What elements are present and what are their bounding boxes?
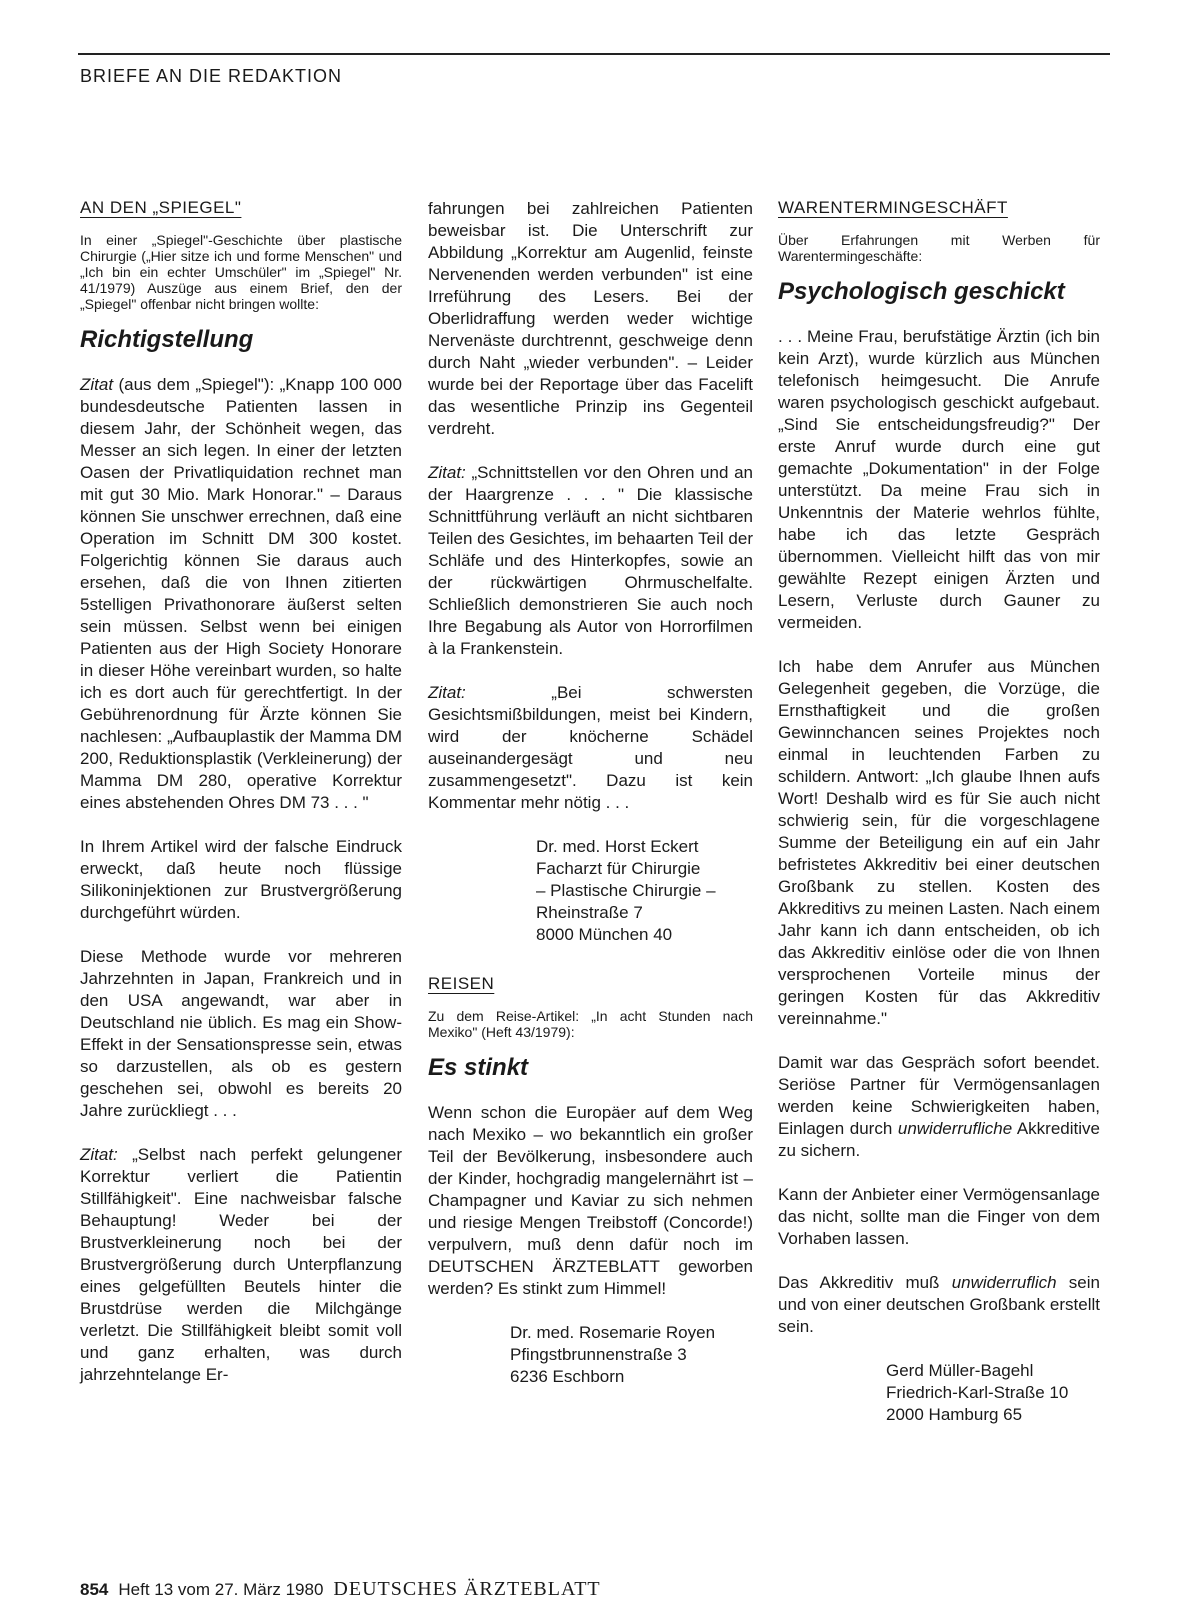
signature-royen	[510, 1322, 753, 1388]
paragraph-text: Das Akkreditiv muß	[778, 1273, 952, 1292]
kicker-warentermingeschaeft: WARENTERMINGESCHÄFT	[778, 198, 1008, 217]
signature-line: Dr. med. Horst Eckert	[536, 837, 699, 856]
paragraph	[428, 682, 753, 814]
signature-line: Gerd Müller-Bagehl	[886, 1361, 1034, 1380]
column-2	[428, 198, 753, 1416]
paragraph-text: sein und von einer deutschen Großbank erstellt sein.	[778, 1273, 1100, 1336]
article-title-es-stinkt: Es stinkt	[428, 1054, 529, 1081]
paragraph	[80, 374, 402, 814]
paragraph-text: Damit war das Gespräch sofort beendet. Seriöse Partner für Vermögensanlagen werden keine Schwierigkeiten haben, Einlagen durch	[778, 1053, 1100, 1138]
article-title-richtigstellung: Richtigstellung	[80, 326, 254, 353]
magazine-name: DEUTSCHES ÄRZTEBLATT	[333, 1578, 601, 1600]
intro-spiegel: In einer „Spiegel"-Geschichte über plastische Chirurgie („Hier sitze ich und forme Menschen" und „Ich bin ein echter Umschüler" im „Spiegel" Nr. 41/1979) Auszüge aus einem Brief, den der „Spiegel" offenbar nicht bringen wollte:	[80, 232, 402, 312]
article-title-psychologisch-geschickt: Psychologisch geschickt	[778, 278, 1065, 305]
signature-eckert	[536, 836, 753, 946]
issue-info: Heft 13 vom 27. März 1980	[118, 1580, 324, 1599]
signature-mueller-bagehl	[886, 1360, 1100, 1426]
page-number: 854	[80, 1580, 109, 1599]
page-footer	[80, 1578, 601, 1601]
quote-lead: Zitat:	[80, 1145, 118, 1164]
paragraph: Diese Methode wurde vor mehreren Jahrzehnten in Japan, Frankreich und in den USA angewandt, war aber in Deutschland nie üblich. Es mag ein Show-Effekt in der Sensationspresse sein, etwas so darzustellen, als ob es gestern geschehen sei, obwohl es bereits 20 Jahre zurückliegt . . .	[80, 947, 402, 1120]
emphasis: unwiderruflich	[951, 1273, 1057, 1292]
paragraph	[80, 1144, 402, 1386]
signature-line: – Plastische Chirurgie –	[536, 881, 716, 900]
top-rule	[78, 53, 1110, 55]
kicker-reisen: REISEN	[428, 974, 495, 993]
emphasis: unwiderrufliche	[897, 1119, 1013, 1138]
signature-line: Rheinstraße 7	[536, 903, 643, 922]
intro-warentermingeschaeft: Über Erfahrungen mit Werben für Warentermingeschäfte:	[778, 232, 1100, 264]
intro-reisen: Zu dem Reise-Artikel: „In acht Stunden nach Mexiko" (Heft 43/1979):	[428, 1008, 753, 1040]
signature-line: Friedrich-Karl-Straße 10	[886, 1383, 1069, 1402]
paragraph: fahrungen bei zahlreichen Patienten beweisbar ist. Die Unterschrift zur Abbildung „Korrektur am Augenlid, feinste Nervenenden werden verbunden" ist eine Irreführung des Lesers. Bei der Oberlidraffung werden weder wichtige Nervenäste durchtrennt, geschweige denn durch Naht „wieder verbunden". – Leider wurde bei der Reportage über das Facelift das wesentliche Prinzip ins Gegenteil verdreht.	[428, 199, 753, 438]
paragraph-text: „Selbst nach perfekt gelungener Korrektur verliert die Patientin Stillfähigkeit". Eine nachweisbar falsche Behauptung! Weder bei der Brustverkleinerung noch bei der Brustvergrößerung durch Unterpflanzung eines gelgefüllten Beutels hinter die Brustdrüse werden die Milchgänge verletzt. Die Stillfähigkeit bleibt somit voll und ganz erhalten, was durch jahrzehntelange Er-	[80, 1145, 402, 1384]
paragraph	[778, 1052, 1100, 1162]
signature-line: 6236 Eschborn	[510, 1367, 625, 1386]
signature-line: Pfingstbrunnenstraße 3	[510, 1345, 687, 1364]
signature-line: Dr. med. Rosemarie Royen	[510, 1323, 716, 1342]
paragraph: . . . Meine Frau, berufstätige Ärztin (ich bin kein Arzt), wurde kürzlich aus München telefonisch heimgesucht. Die Anrufe waren psychologisch geschickt aufgebaut. „Sind Sie entscheidungsfreudig?" Der erste Anruf wurde durch eine gut gemachte „Dokumentation" in der Folge unterstützt. Da meine Frau sich in Unkenntnis der Materie wehrlos fühlte, habe ich das letzte Gespräch übernommen. Vielleicht hilft das von mir gewählte Rezept einigen Ärzten und Lesern, Verluste durch Gauner zu vermeiden.	[778, 327, 1100, 632]
paragraph	[428, 462, 753, 660]
paragraph: Kann der Anbieter einer Vermögensanlage das nicht, sollte man die Finger von dem Vorhaben lassen.	[778, 1185, 1100, 1248]
quote-lead: Zitat	[80, 375, 114, 394]
paragraph-text: (aus dem „Spiegel"): „Knapp 100 000 bundesdeutsche Patienten lassen in diesem Jahr, der Schönheit wegen, das Messer an sich legen. In einer der letzten Oasen der Privatliquidation rechnet man mit gut 30 Mio. Mark Honorar." – Daraus können Sie unschwer errechnen, daß eine Operation im Schnitt DM 300 kostet. Folgerichtig können Sie daraus auch ersehen, daß die von Ihnen zitierten 5stelligen Privathonorare äußerst selten sein müssen. Selbst wenn bei einigen Patienten aus der High Society Honorare in dieser Höhe vereinbart wurden, so halte ich es dort auch für gerechtfertigt. In der Gebührenordnung für Ärzte können Sie nachlesen: „Aufbauplastik der Mamma DM 200, Reduktionsplastik (Verkleinerung) der Mamma DM 280, operative Korrektur eines abstehenden Ohres DM 73 . . . "	[80, 375, 402, 812]
signature-line: 2000 Hamburg 65	[886, 1405, 1023, 1424]
quote-lead: Zitat:	[428, 683, 466, 702]
paragraph: In Ihrem Artikel wird der falsche Eindruck erweckt, daß heute noch flüssige Silikoninjektionen zur Brustvergrößerung durchgeführt würden.	[80, 837, 402, 922]
paragraph-text: Akkreditive zu sichern.	[778, 1119, 1100, 1160]
column-3	[778, 198, 1100, 1454]
section-header: BRIEFE AN DIE REDAKTION	[80, 66, 343, 86]
paragraph: Wenn schon die Europäer auf dem Weg nach Mexiko – wo bekanntlich ein großer Teil der Bevölkerung, insbesondere auch der Kinder, hochgradig mangelernährt ist – Champagner und Kaviar zu sich nehmen und riesige Mengen Treibstoff (Concorde!) verpulvern, muß denn dafür noch im DEUTSCHEN ÄRZTEBLATT geworben werden? Es stinkt zum Himmel!	[428, 1103, 753, 1298]
paragraph-text: „Bei schwersten Gesichtsmißbildungen, meist bei Kindern, wird der knöcherne Schädel auseinandergesägt und neu zusammengesetzt". Dazu ist kein Kommentar mehr nötig . . .	[428, 683, 753, 812]
column-1	[80, 198, 402, 1408]
signature-line: 8000 München 40	[536, 925, 673, 944]
paragraph	[778, 1272, 1100, 1338]
signature-line: Facharzt für Chirurgie	[536, 859, 701, 878]
paragraph: Ich habe dem Anrufer aus München Gelegenheit gegeben, die Vorzüge, die Ernsthaftigkeit und die großen Gewinnchancen seines Projektes noch einmal in leuchtenden Farben zu schildern. Antwort: „Ich glaube Ihnen aufs Wort! Deshalb wird es für Sie auch nicht schwierig sein, für die vorgeschlagene Summe der Beteiligung ein auf ein Jahr befristetes Akkreditiv bei einer deutschen Großbank zu stellen. Kosten des Akkreditivs zu meinen Lasten. Nach einem Jahr kann ich dann entscheiden, ob ich das Akkreditiv einlöse oder die von Ihnen versprochenen Vorteile minus der geringen Kosten für das Akkreditiv vereinnahme."	[778, 657, 1100, 1028]
quote-lead: Zitat:	[428, 463, 466, 482]
paragraph-text: „Schnittstellen vor den Ohren und an der Haargrenze . . . " Die klassische Schnittführung verläuft an nicht sichtbaren Teilen des Gesichtes, im behaarten Teil der Schläfe und des Hinterkopfes, sowie an der rückwärtigen Ohrmuschelfalte. Schließlich demonstrieren Sie auch noch Ihre Begabung als Autor von Horrorfilmen à la Frankenstein.	[428, 463, 753, 658]
kicker-spiegel: AN DEN „SPIEGEL"	[80, 198, 242, 217]
